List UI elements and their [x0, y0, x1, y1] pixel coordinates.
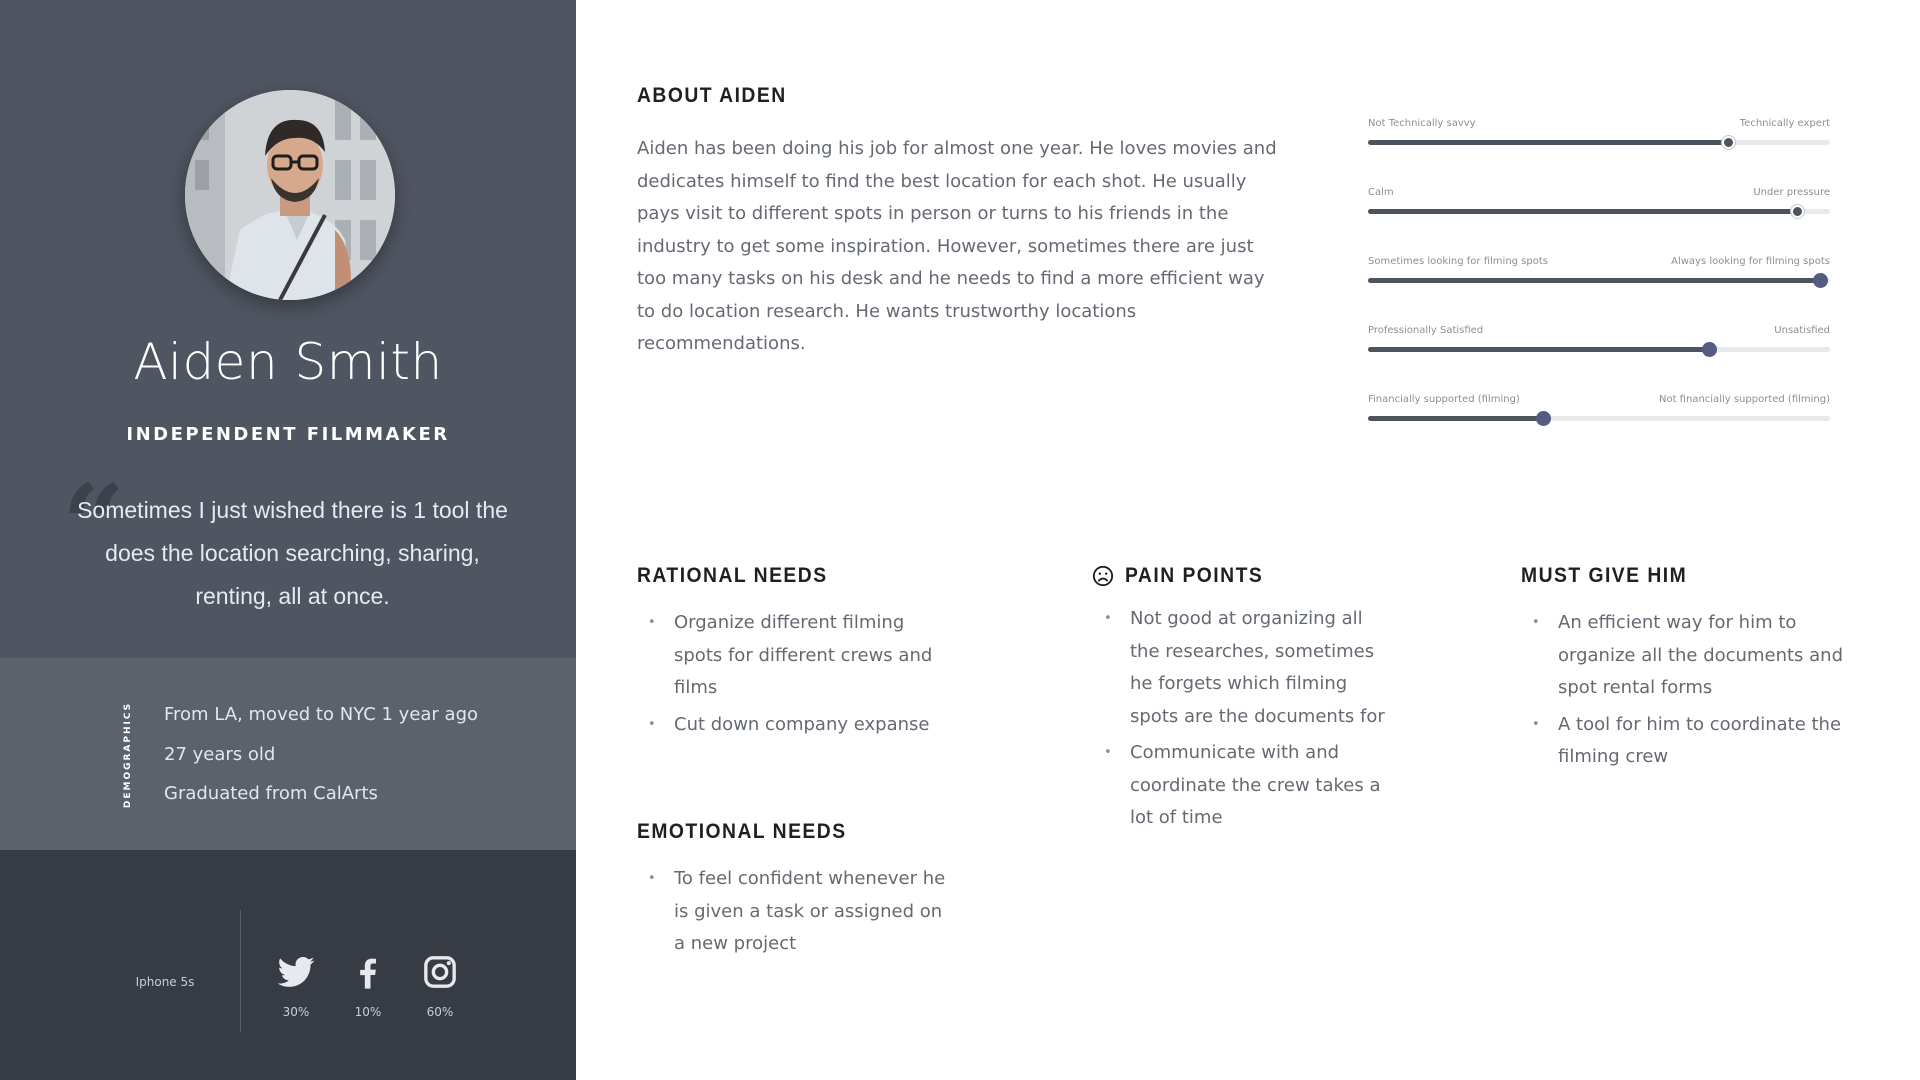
slider-track[interactable] — [1368, 416, 1830, 421]
about-text: Aiden has been doing his job for almost one year. He loves movies and dedicates himself to find the best location for each shot. He usually pays visit to different spots in person or turns to his friends in the industry to get some inspiration. However, sometimes there are just too many tasks on his desk and he needs to find a more efficient way to do location research. He wants trustworthy locations recommendations. — [637, 138, 1277, 354]
instagram-icon — [420, 952, 460, 992]
slider-right-label: Not financially supported (filming) — [1658, 394, 1830, 405]
instagram-percent: 60% — [426, 1005, 454, 1019]
twitter-icon — [276, 952, 316, 992]
slider-left-label: Professionally Satisfied — [1368, 325, 1484, 336]
list-item: • An efficient way for him to organize all the documents and spot rental forms — [1521, 607, 1866, 705]
sad-face-icon — [1092, 565, 1114, 587]
persona-name: Aiden Smith — [133, 333, 443, 391]
slider-handle[interactable] — [1536, 411, 1551, 426]
list-item: • Not good at organizing all the researches, sometimes he forgets which filming spots are the documents for — [1093, 603, 1393, 733]
list-item: • Communicate with and coordinate the crew takes a lot of time — [1093, 737, 1393, 835]
slider-track[interactable] — [1368, 278, 1830, 283]
demographics-label: DEMOGRAPHICS — [123, 701, 133, 809]
slider-handle[interactable] — [1702, 342, 1717, 357]
facebook-percent: 10% — [354, 1005, 382, 1019]
slider-right-label: Always looking for filming spots — [1671, 256, 1830, 267]
trait-slider[interactable] — [1368, 118, 1830, 187]
must-give-list — [1521, 607, 1866, 778]
slider-handle[interactable] — [1791, 205, 1804, 218]
list-item: • Cut down company expanse — [637, 709, 957, 742]
device-label: Iphone 5s — [135, 975, 195, 989]
slider-fill — [1368, 347, 1710, 352]
twitter-percent: 30% — [282, 1005, 310, 1019]
slider-right-label: Under pressure — [1753, 187, 1830, 198]
slider-right-label: Technically expert — [1739, 118, 1830, 129]
rational-needs-heading: RATIONAL NEEDS — [637, 564, 828, 587]
slider-left-label: Financially supported (filming) — [1368, 394, 1520, 405]
emotional-needs-list — [637, 863, 957, 965]
slider-fill — [1368, 140, 1728, 145]
trait-slider[interactable] — [1368, 187, 1830, 256]
avatar — [185, 90, 395, 300]
quote-mark-icon: “ — [62, 460, 126, 589]
list-item: • Organize different filming spots for different crews and films — [637, 607, 957, 705]
demographics-item: Graduated from CalArts — [164, 783, 378, 804]
slider-track[interactable] — [1368, 347, 1830, 352]
slider-handle[interactable] — [1813, 273, 1828, 288]
persona-quote: Sometimes I just wished there is 1 tool the does the location searching, sharing, renting, all at once. — [77, 497, 508, 609]
demographics-list — [164, 700, 478, 819]
profile-panel — [0, 0, 576, 1080]
slider-right-label: Unsatisfied — [1774, 325, 1830, 336]
must-give-heading: MUST GIVE HIM — [1521, 564, 1688, 587]
trait-sliders — [1368, 118, 1830, 463]
trait-slider[interactable] — [1368, 325, 1830, 394]
slider-fill — [1368, 416, 1544, 421]
trait-slider[interactable] — [1368, 256, 1830, 325]
slider-track[interactable] — [1368, 140, 1830, 145]
rational-needs-list — [637, 607, 957, 745]
pain-points-heading: PAIN POINTS — [1125, 564, 1264, 587]
slider-handle[interactable] — [1722, 136, 1735, 149]
slider-track[interactable] — [1368, 209, 1830, 214]
list-item: • A tool for him to coordinate the filming crew — [1521, 709, 1866, 774]
slider-left-label: Not Technically savvy — [1368, 118, 1476, 129]
emotional-needs-heading: EMOTIONAL NEEDS — [637, 820, 847, 843]
slider-left-label: Calm — [1368, 187, 1394, 198]
pain-points-list — [1093, 603, 1393, 839]
slider-fill — [1368, 209, 1798, 214]
facebook-icon — [348, 952, 388, 992]
about-heading: ABOUT AIDEN — [637, 84, 787, 107]
divider — [240, 910, 241, 1032]
demographics-item: From LA, moved to NYC 1 year ago — [164, 704, 479, 725]
slider-fill — [1368, 278, 1821, 283]
slider-left-label: Sometimes looking for filming spots — [1368, 256, 1548, 267]
trait-slider[interactable] — [1368, 394, 1830, 463]
persona-role: INDEPENDENT FILMMAKER — [126, 424, 450, 445]
list-item: • To feel confident whenever he is given a task or assigned on a new project — [637, 863, 957, 961]
demographics-item: 27 years old — [164, 743, 276, 765]
